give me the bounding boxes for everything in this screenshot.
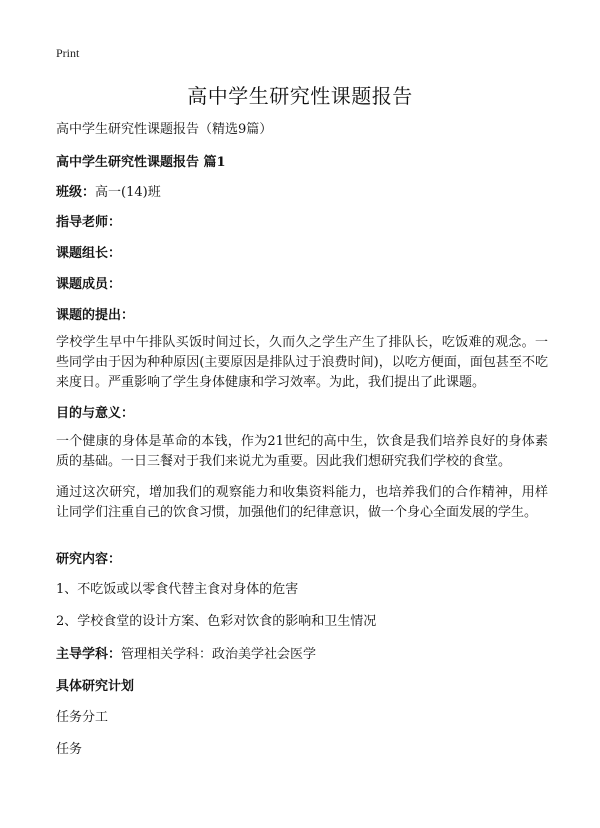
leader-label: 课题组长： (56, 246, 122, 261)
subject-value: 管理相关学科：政治美学社会医学 (121, 647, 317, 662)
advisor-label: 指导老师： (56, 215, 122, 230)
content-item-1: 1、不吃饭或以零食代替主食对身体的危害 (56, 582, 299, 597)
purpose-paragraph-2: 通过这次研究，增加我们的观察能力和收集资料能力，也培养我们的合作精神，用样让同学们注重自己的饮食习惯，加强他们的纪律意识，做一个身心全面发展的学生。 (56, 485, 548, 520)
members-label: 课题成员： (56, 277, 122, 292)
purpose-paragraph-1: 一个健康的身体是革命的本钱，作为21世纪的高中生，饮食是我们培养良好的身体素质的基础。一日三餐对于我们来说尤为重要。因此我们想研究我们学校的食堂。 (56, 434, 548, 469)
content-item-2: 2、学校食堂的设计方案、色彩对饮食的影响和卫生情况 (56, 614, 377, 629)
class-label: 班级： (56, 185, 96, 200)
class-line (56, 183, 548, 203)
task-label: 任务 (56, 742, 83, 757)
subject-label: 主导学科： (56, 647, 122, 662)
content-heading: 研究内容： (56, 552, 122, 567)
plan-heading: 具体研究计划 (56, 679, 135, 694)
proposal-paragraph: 学校学生早中午排队买饭时间过长，久而久之学生产生了排队长，吃饭难的观念。一些同学由于因为种种原因(主要原因是排队过于浪费时间)，以吃方便面，面包甚至不吃来度日。严重影响了学生身体健康和学习效率。为此，我们提出了此课题。 (56, 335, 548, 390)
section-heading: 高中学生研究性课题报告 篇1 (56, 155, 226, 170)
document-subtitle: 高中学生研究性课题报告（精选9篇） (56, 122, 273, 137)
subject-line (56, 645, 548, 665)
class-value: 高一(14)班 (95, 185, 161, 200)
task-division: 任务分工 (56, 710, 109, 725)
print-link[interactable]: Print (56, 46, 80, 60)
document-title: 高中学生研究性课题报告 (187, 84, 413, 108)
proposal-heading: 课题的提出： (56, 308, 135, 323)
purpose-heading: 目的与意义： (56, 406, 135, 421)
